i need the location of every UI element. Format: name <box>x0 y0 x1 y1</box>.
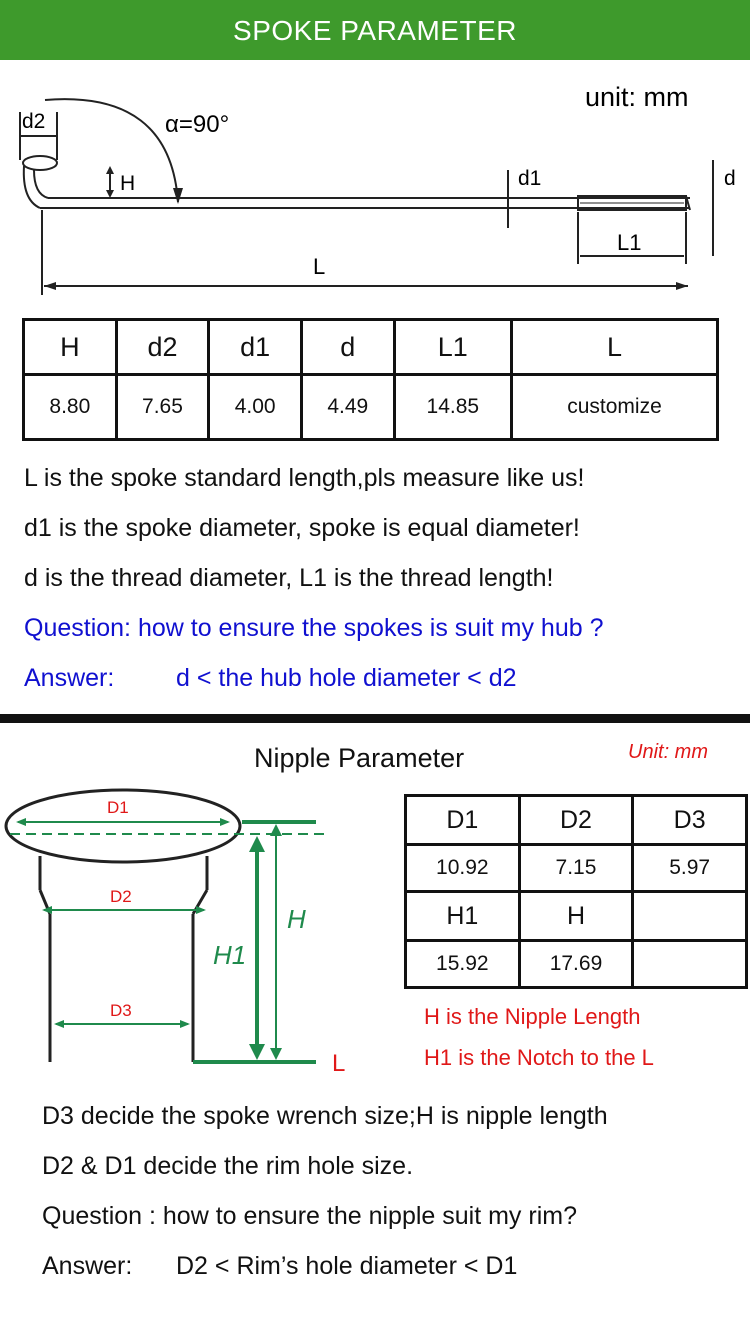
label-d2: d2 <box>22 110 46 133</box>
section-divider <box>0 714 750 723</box>
table-row <box>406 845 747 892</box>
nipple-unit-label: Unit: mm <box>628 741 708 763</box>
page-title: SPOKE PARAMETER <box>233 15 517 46</box>
spoke-note: d1 is the spoke diameter, spoke is equal diameter! <box>24 514 580 542</box>
table-header-cell: H1 <box>406 892 520 941</box>
nipple-parameter-table <box>404 794 748 989</box>
label-D2: D2 <box>110 887 132 906</box>
nipple-question: Question : how to ensure the nipple suit my rim? <box>42 1202 577 1230</box>
label-L1: L1 <box>617 230 642 255</box>
spoke-answer-text: d < the hub hole diameter < d2 <box>176 664 517 692</box>
label-D3: D3 <box>110 1001 132 1020</box>
table-header-cell: d2 <box>116 320 209 375</box>
table-cell: 8.80 <box>24 375 117 440</box>
spoke-unit-label: unit: mm <box>585 82 689 112</box>
table-cell: 7.65 <box>116 375 209 440</box>
table-header-cell: D2 <box>519 796 633 845</box>
table-cell: 15.92 <box>406 941 520 988</box>
table-cell: customize <box>511 375 717 440</box>
nipple-answer-label: Answer: <box>42 1252 133 1280</box>
nipple-red-note: H1 is the Notch to the L <box>424 1045 654 1070</box>
table-header-cell: L1 <box>394 320 511 375</box>
spoke-diagram <box>0 60 750 310</box>
spoke-parameter-table <box>22 318 719 441</box>
nipple-answer-text: D2 < Rim’s hole diameter < D1 <box>176 1252 518 1280</box>
spoke-answer-label: Answer: <box>24 664 115 692</box>
table-header-cell: H <box>519 892 633 941</box>
table-header-cell: d <box>301 320 394 375</box>
table-row <box>406 941 747 988</box>
table-cell: 14.85 <box>394 375 511 440</box>
label-L: L <box>313 254 326 279</box>
table-header-cell: D1 <box>406 796 520 845</box>
nipple-title: Nipple Parameter <box>254 743 465 773</box>
table-row <box>24 375 718 440</box>
nipple-note: D2 & D1 decide the rim hole size. <box>42 1152 414 1180</box>
table-cell: 17.69 <box>519 941 633 988</box>
table-cell: 7.15 <box>519 845 633 892</box>
label-H1: H1 <box>213 940 247 970</box>
table-header-cell: L <box>511 320 717 375</box>
label-L: L <box>332 1050 346 1077</box>
nipple-note: D3 decide the spoke wrench size;H is nipple length <box>42 1102 608 1130</box>
table-header-cell: d1 <box>209 320 302 375</box>
spoke-head <box>23 156 57 170</box>
spoke-question: Question: how to ensure the spokes is suit my hub ? <box>24 614 604 642</box>
table-cell <box>633 941 747 988</box>
table-header-row <box>406 796 747 845</box>
table-cell: 4.49 <box>301 375 394 440</box>
table-cell: 5.97 <box>633 845 747 892</box>
label-H: H <box>287 904 306 934</box>
table-header-row <box>24 320 718 375</box>
label-d: d <box>724 167 736 190</box>
table-header-cell: D3 <box>633 796 747 845</box>
table-cell: 10.92 <box>406 845 520 892</box>
label-D1: D1 <box>107 798 129 817</box>
spoke-bend-inner <box>34 170 48 198</box>
label-d1: d1 <box>518 167 542 190</box>
label-H: H <box>120 172 136 195</box>
table-cell: 4.00 <box>209 375 302 440</box>
nipple-diagram <box>0 780 395 1080</box>
spoke-note: d is the thread diameter, L1 is the thread length! <box>24 564 554 592</box>
table-header-cell: H <box>24 320 117 375</box>
label-angle: α=90° <box>165 111 230 138</box>
table-header-cell <box>633 892 747 941</box>
spoke-note: L is the spoke standard length,pls measure like us! <box>24 464 585 492</box>
nipple-red-note: H is the Nipple Length <box>424 1004 641 1029</box>
angle-arc <box>45 99 178 202</box>
table-header-row <box>406 892 747 941</box>
